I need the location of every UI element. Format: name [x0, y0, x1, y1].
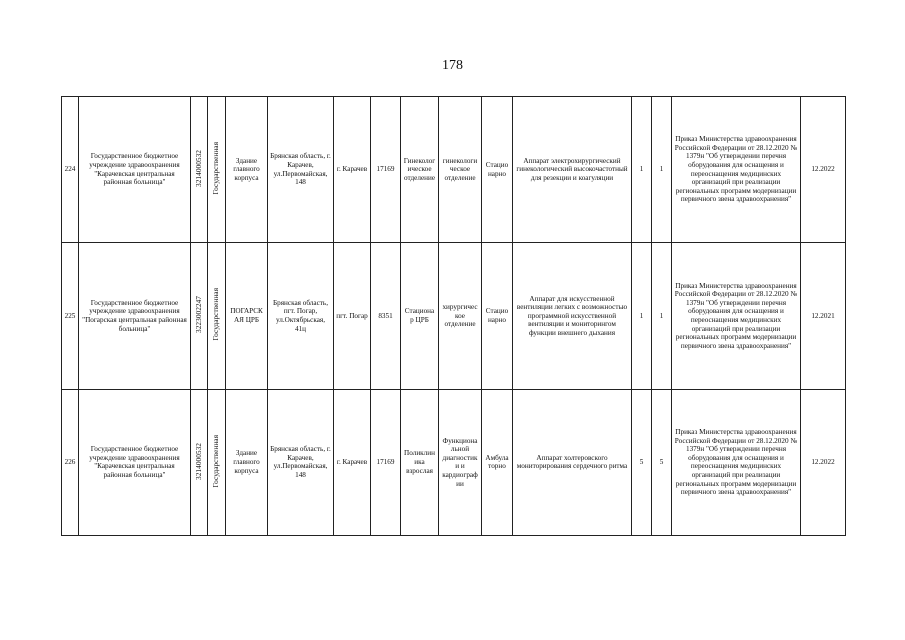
- quantity-planned: 5: [632, 389, 652, 535]
- inn-cell: [191, 243, 208, 389]
- table-row: [62, 243, 846, 389]
- table-row: [62, 97, 846, 243]
- unit-name: Гинекологическое отделение: [401, 97, 439, 243]
- ownership-value: Государственная: [211, 288, 221, 341]
- quantity-planned: 1: [632, 97, 652, 243]
- address: Брянская область, г. Карачев, ул.Первомайская, 148: [268, 389, 334, 535]
- equipment-register-table: [61, 96, 846, 536]
- institution-name: Государственное бюджетное учреждение здравоохранения "Карачевская центральная районная больница": [79, 389, 191, 535]
- inn-value: 3214000532: [193, 442, 203, 480]
- quantity-total: 5: [652, 389, 672, 535]
- row-number: 226: [62, 389, 79, 535]
- delivery-date: 12.2022: [801, 97, 846, 243]
- care-type: Стационарно: [482, 243, 513, 389]
- subunit-name: хирургическое отделение: [439, 243, 482, 389]
- care-type: Амбулаторно: [482, 389, 513, 535]
- building-name: Здание главного корпуса: [226, 389, 268, 535]
- legal-basis: Приказ Министерства здравоохранения Российской Федерации от 28.12.2020 № 1379н "Об утверждении перечня оборудования для оснащения и переоснащения медицинских организаций при реализации региональных программ модернизации первичного звена здравоохранения": [672, 243, 801, 389]
- row-number: 225: [62, 243, 79, 389]
- locality: г. Карачев: [334, 389, 371, 535]
- institution-name: Государственное бюджетное учреждение здравоохранения "Погарская центральная районная больница": [79, 243, 191, 389]
- unit-name: Поликлиника взрослая: [401, 389, 439, 535]
- population: 17169: [371, 97, 401, 243]
- legal-basis: Приказ Министерства здравоохранения Российской Федерации от 28.12.2020 № 1379н "Об утверждении перечня оборудования для оснащения и переоснащения медицинских организаций при реализации региональных программ модернизации первичного звена здравоохранения": [672, 389, 801, 535]
- institution-name: Государственное бюджетное учреждение здравоохранения "Карачевская центральная районная больница": [79, 97, 191, 243]
- page-number: 178: [442, 58, 463, 73]
- address: Брянская область, г. Карачев, ул.Первомайская, 148: [268, 97, 334, 243]
- inn-cell: [191, 389, 208, 535]
- equipment-name: Аппарат электрохирургический гинекологический высокочастотный для резекции и коагуляции: [513, 97, 632, 243]
- locality: г. Карачев: [334, 97, 371, 243]
- inn-cell: [191, 97, 208, 243]
- ownership-cell: [208, 389, 226, 535]
- ownership-cell: [208, 97, 226, 243]
- ownership-cell: [208, 243, 226, 389]
- equipment-name: Аппарат для искусственной вентиляции легких с возможностью программной искусственной вентиляции и мониторингом функции внешнего дыхания: [513, 243, 632, 389]
- ownership-value: Государственная: [211, 434, 221, 488]
- unit-name: Стационар ЦРБ: [401, 243, 439, 389]
- locality: пгт. Погар: [334, 243, 371, 389]
- ownership-value: Государственная: [211, 142, 221, 195]
- quantity-total: 1: [652, 243, 672, 389]
- building-name: ПОГАРСКАЯ ЦРБ: [226, 243, 268, 389]
- care-type: Стационарно: [482, 97, 513, 243]
- delivery-date: 12.2022: [801, 389, 846, 535]
- subunit-name: гинекологическое отделение: [439, 97, 482, 243]
- legal-basis: Приказ Министерства здравоохранения Российской Федерации от 28.12.2020 № 1379н "Об утверждении перечня оборудования для оснащения и переоснащения медицинских организаций при реализации региональных программ модернизации первичного звена здравоохранения": [672, 97, 801, 243]
- table-row: [62, 389, 846, 535]
- population: 17169: [371, 389, 401, 535]
- row-number: 224: [62, 97, 79, 243]
- address: Брянская область, пгт. Погар, ул.Октябрьская, 41ц: [268, 243, 334, 389]
- subunit-name: Функциональной диагностики и кардиографии: [439, 389, 482, 535]
- building-name: Здание главного корпуса: [226, 97, 268, 243]
- quantity-planned: 1: [632, 243, 652, 389]
- delivery-date: 12.2021: [801, 243, 846, 389]
- inn-value: 3214000532: [193, 149, 203, 187]
- population: 8351: [371, 243, 401, 389]
- inn-value: 3223002247: [193, 296, 203, 334]
- equipment-name: Аппарат холтеровского мониторирования сердечного ритма: [513, 389, 632, 535]
- quantity-total: 1: [652, 97, 672, 243]
